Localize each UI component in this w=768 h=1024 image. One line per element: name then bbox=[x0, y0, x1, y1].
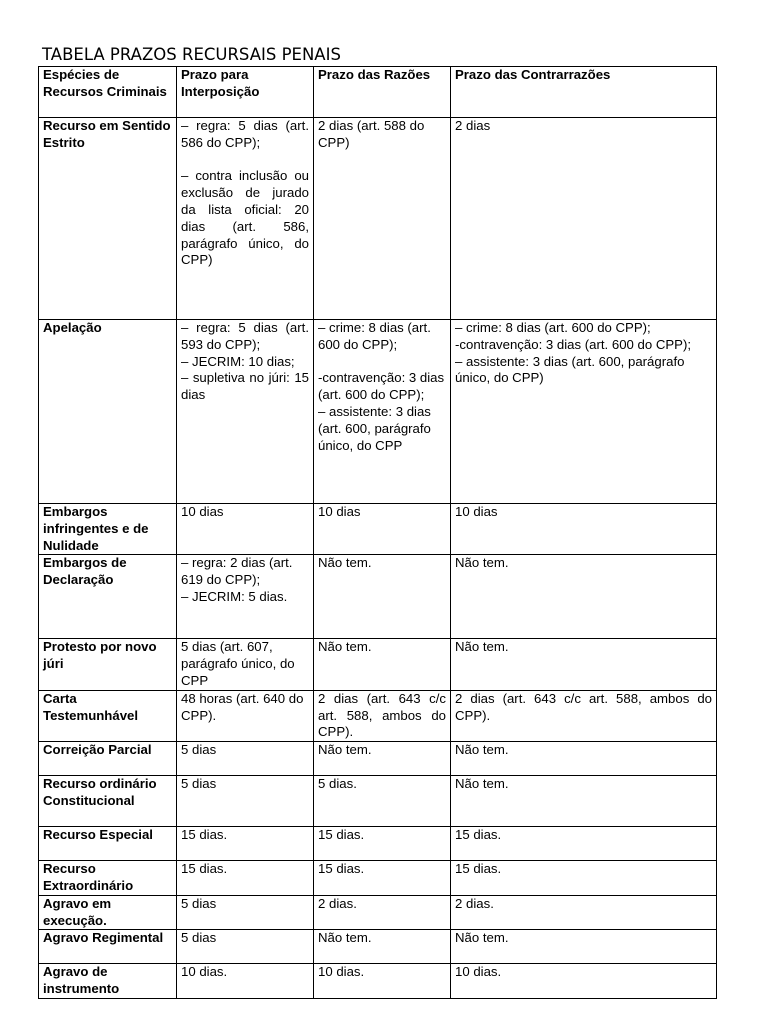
cell-text: 10 dias. bbox=[455, 964, 502, 980]
prazos-table bbox=[38, 66, 717, 999]
cell-razoes bbox=[314, 504, 451, 555]
table-row bbox=[39, 555, 717, 639]
cell-especie: Carta Testemunhável bbox=[39, 690, 177, 741]
cell-text: Não tem. bbox=[455, 639, 509, 655]
cell-text: 2 dias. bbox=[318, 895, 357, 911]
cell-text: – assistente: 3 dias (art. 600, parágrafo único, do CPP) bbox=[455, 353, 685, 386]
cell-text: 2 dias (art. 643 c/c art. 588, ambos do CPP). bbox=[455, 690, 712, 723]
cell-text: 10 dias. bbox=[181, 964, 228, 980]
cell-razoes bbox=[314, 639, 451, 690]
header-especies: Espécies de Recursos Criminais bbox=[39, 67, 177, 118]
header-interposicao: Prazo para Interposição bbox=[177, 67, 314, 118]
cell-interposicao bbox=[177, 895, 314, 930]
cell-contrarrazoes bbox=[451, 827, 717, 861]
cell-razoes bbox=[314, 742, 451, 776]
cell-text: 5 dias bbox=[181, 776, 217, 792]
cell-contrarrazoes bbox=[451, 776, 717, 827]
cell-text: 15 dias. bbox=[181, 861, 228, 877]
table-row bbox=[39, 964, 717, 999]
cell-interposicao bbox=[177, 742, 314, 776]
cell-text: 2 dias (art. 588 do CPP) bbox=[318, 118, 425, 150]
cell-text: Não tem. bbox=[455, 555, 509, 571]
cell-especie: Recurso ordinário Constitucional bbox=[39, 776, 177, 827]
cell-text: 10 dias bbox=[455, 504, 498, 519]
cell-razoes bbox=[314, 690, 451, 741]
cell-contrarrazoes bbox=[451, 118, 717, 320]
cell-text: Não tem. bbox=[318, 555, 372, 571]
cell-contrarrazoes bbox=[451, 742, 717, 776]
cell-text: – crime: 8 dias (art. 600 do CPP); bbox=[455, 320, 651, 335]
cell-text: 5 dias (art. 607, parágrafo único, do CPP bbox=[181, 639, 295, 688]
cell-text: 2 dias (art. 643 c/c art. 588, ambos do CPP). bbox=[318, 690, 446, 740]
table-row bbox=[39, 861, 717, 896]
cell-text: Não tem. bbox=[318, 930, 372, 946]
cell-razoes bbox=[314, 555, 451, 639]
table-row bbox=[39, 504, 717, 555]
cell-contrarrazoes bbox=[451, 964, 717, 999]
cell-contrarrazoes bbox=[451, 895, 717, 930]
cell-text: 15 dias. bbox=[318, 861, 365, 877]
cell-contrarrazoes bbox=[451, 861, 717, 896]
cell-text: Não tem. bbox=[455, 776, 509, 792]
cell-interposicao bbox=[177, 555, 314, 639]
cell-interposicao bbox=[177, 827, 314, 861]
cell-razoes bbox=[314, 964, 451, 999]
cell-text: 48 horas (art. 640 do CPP). bbox=[181, 690, 304, 723]
cell-interposicao bbox=[177, 320, 314, 504]
cell-razoes bbox=[314, 827, 451, 861]
cell-razoes bbox=[314, 861, 451, 896]
cell-especie: Embargos infringentes e de Nulidade bbox=[39, 504, 177, 555]
cell-razoes bbox=[314, 930, 451, 964]
cell-text: 5 dias bbox=[181, 742, 217, 758]
cell-text: – JECRIM: 5 dias. bbox=[181, 588, 288, 604]
table-row bbox=[39, 639, 717, 690]
header-contrarrazoes: Prazo das Contrarrazões bbox=[451, 67, 717, 118]
cell-interposicao bbox=[177, 504, 314, 555]
table-row bbox=[39, 895, 717, 930]
table-row bbox=[39, 320, 717, 504]
table-row bbox=[39, 118, 717, 320]
cell-razoes bbox=[314, 320, 451, 504]
cell-interposicao bbox=[177, 776, 314, 827]
table-header-row bbox=[39, 67, 717, 118]
table-row bbox=[39, 776, 717, 827]
cell-text: Não tem. bbox=[318, 639, 372, 655]
cell-especie: Apelação bbox=[39, 320, 177, 504]
cell-especie: Agravo Regimental bbox=[39, 930, 177, 964]
table-row bbox=[39, 930, 717, 964]
cell-text: 15 dias. bbox=[318, 827, 365, 843]
cell-contrarrazoes bbox=[451, 639, 717, 690]
cell-text: – regra: 2 dias (art. 619 do CPP); bbox=[181, 555, 293, 588]
cell-contrarrazoes bbox=[451, 320, 717, 504]
cell-contrarrazoes bbox=[451, 555, 717, 639]
cell-text: 5 dias bbox=[181, 895, 217, 911]
cell-text: – JECRIM: 10 dias; bbox=[181, 353, 295, 369]
cell-especie: Agravo em execução. bbox=[39, 895, 177, 930]
cell-interposicao bbox=[177, 639, 314, 690]
cell-text: 5 dias. bbox=[318, 776, 357, 792]
cell-text: Não tem. bbox=[318, 742, 372, 758]
table-row bbox=[39, 742, 717, 776]
cell-interposicao bbox=[177, 964, 314, 999]
cell-text: 10 dias. bbox=[318, 964, 365, 980]
cell-especie: Recurso em Sentido Estrito bbox=[39, 118, 177, 320]
cell-especie: Correição Parcial bbox=[39, 742, 177, 776]
cell-text: 10 dias bbox=[181, 504, 224, 519]
cell-text: 2 dias bbox=[455, 118, 491, 133]
cell-text: – contra inclusão ou exclusão de jurado da lista oficial: 20 dias (art. 586, parágrafo único, do CPP) bbox=[181, 168, 309, 268]
cell-especie: Recurso Extraordinário bbox=[39, 861, 177, 896]
cell-text: 10 dias bbox=[318, 504, 361, 519]
cell-text: 15 dias. bbox=[455, 827, 502, 843]
cell-text: – supletiva no júri: 15 dias bbox=[181, 370, 309, 403]
cell-especie: Agravo de instrumento bbox=[39, 964, 177, 999]
cell-razoes bbox=[314, 776, 451, 827]
cell-text: Não tem. bbox=[455, 742, 509, 758]
cell-interposicao bbox=[177, 690, 314, 741]
cell-text: -contravenção: 3 dias (art. 600 do CPP); bbox=[318, 370, 445, 403]
cell-text: – regra: 5 dias (art. 593 do CPP); bbox=[181, 320, 309, 352]
cell-especie: Embargos de Declaração bbox=[39, 555, 177, 639]
cell-contrarrazoes bbox=[451, 504, 717, 555]
document-title: TABELA PRAZOS RECURSAIS PENAIS bbox=[42, 45, 341, 64]
cell-text: 15 dias. bbox=[181, 827, 228, 843]
cell-especie: Recurso Especial bbox=[39, 827, 177, 861]
table-row bbox=[39, 827, 717, 861]
header-razoes: Prazo das Razões bbox=[314, 67, 451, 118]
cell-text: – crime: 8 dias (art. 600 do CPP); bbox=[318, 320, 431, 352]
cell-interposicao bbox=[177, 118, 314, 320]
cell-contrarrazoes bbox=[451, 690, 717, 741]
cell-especie: Protesto por novo júri bbox=[39, 639, 177, 690]
cell-text: 5 dias bbox=[181, 930, 217, 946]
cell-text: Não tem. bbox=[455, 930, 509, 946]
cell-razoes bbox=[314, 118, 451, 320]
cell-contrarrazoes bbox=[451, 930, 717, 964]
cell-text: -contravenção: 3 dias (art. 600 do CPP); bbox=[455, 336, 692, 352]
cell-razoes bbox=[314, 895, 451, 930]
cell-text: – assistente: 3 dias (art. 600, parágrafo único, do CPP bbox=[318, 403, 431, 453]
cell-interposicao bbox=[177, 861, 314, 896]
table-row bbox=[39, 690, 717, 741]
cell-text: – regra: 5 dias (art. 586 do CPP); bbox=[181, 118, 309, 150]
cell-interposicao bbox=[177, 930, 314, 964]
cell-text: 15 dias. bbox=[455, 861, 502, 877]
cell-text: 2 dias. bbox=[455, 895, 494, 911]
